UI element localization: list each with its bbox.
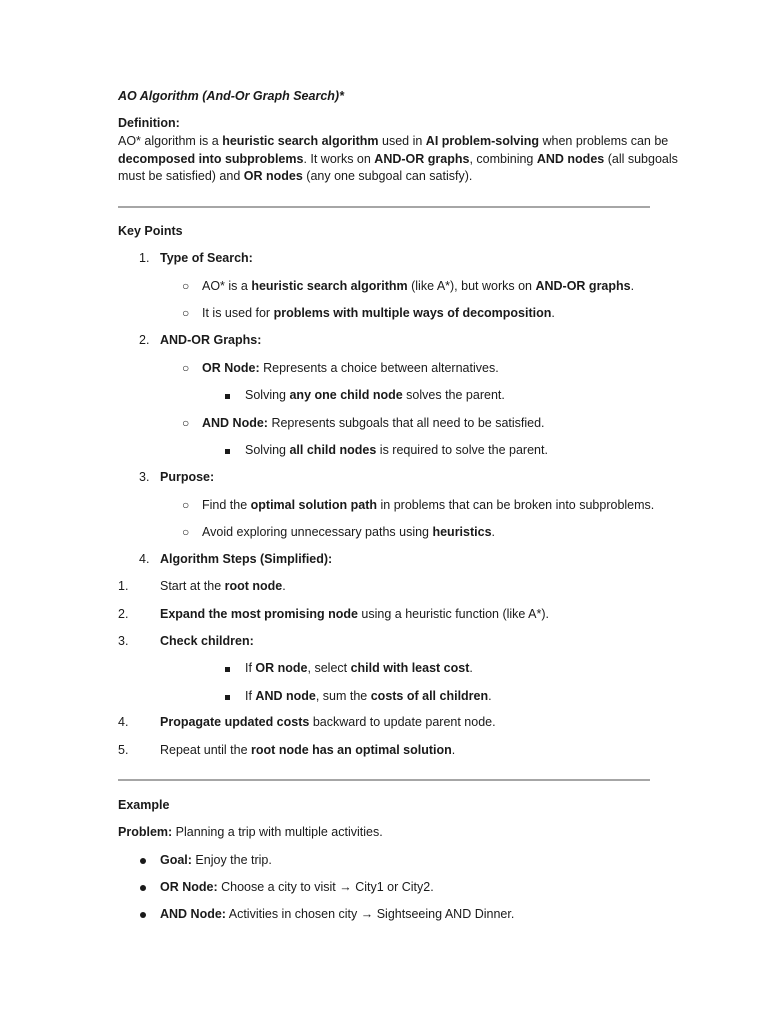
list-item: OR Node: Choose a city to visit → City1 or City2. xyxy=(160,880,434,894)
definition-line-1: AO* algorithm is a heuristic search algorithm used in AI problem-solving when problems can be xyxy=(118,134,669,148)
key-point-and-or-graphs: AND-OR Graphs: xyxy=(160,333,262,347)
list-number: 2. xyxy=(139,333,150,347)
definition-heading: Definition: xyxy=(118,116,180,130)
list-item: AND Node: Activities in chosen city → Sightseeing AND Dinner. xyxy=(160,907,515,921)
square-bullet-icon xyxy=(225,660,230,676)
divider xyxy=(118,206,650,208)
list-item: If AND node, sum the costs of all children. xyxy=(245,689,492,703)
list-number: 3. xyxy=(139,470,150,484)
list-item: If OR node, select child with least cost. xyxy=(245,661,473,675)
step-1: Start at the root node. xyxy=(160,579,286,593)
key-points-heading: Key Points xyxy=(118,224,183,238)
list-item: Solving any one child node solves the parent. xyxy=(245,388,505,402)
square-bullet-icon xyxy=(225,688,230,704)
circle-bullet-icon: ○ xyxy=(182,361,190,375)
step-number: 3. xyxy=(118,634,129,648)
list-item: AO* is a heuristic search algorithm (like A*), but works on AND-OR graphs. xyxy=(202,279,635,293)
definition-line-3: must be satisfied) and OR nodes (any one subgoal can satisfy). xyxy=(118,169,473,183)
circle-bullet-icon: ○ xyxy=(182,416,190,430)
example-problem: Problem: Planning a trip with multiple activities. xyxy=(118,825,383,839)
definition-line-2: decomposed into subproblems. It works on AND-OR graphs, combining AND nodes (all subgoals xyxy=(118,152,678,166)
step-5: Repeat until the root node has an optimal solution. xyxy=(160,743,456,757)
circle-bullet-icon: ○ xyxy=(182,498,190,512)
step-number: 4. xyxy=(118,715,129,729)
key-point-algorithm-steps: Algorithm Steps (Simplified): xyxy=(160,552,333,566)
divider xyxy=(118,779,650,781)
circle-bullet-icon: ○ xyxy=(182,306,190,320)
step-2: Expand the most promising node using a heuristic function (like A*). xyxy=(160,607,550,621)
document-title: AO Algorithm (And-Or Graph Search)* xyxy=(118,89,344,103)
list-number: 4. xyxy=(139,552,150,566)
list-item: OR Node: Represents a choice between alternatives. xyxy=(202,361,499,375)
list-item: Solving all child nodes is required to solve the parent. xyxy=(245,443,548,457)
disc-bullet-icon xyxy=(140,879,146,895)
list-number: 1. xyxy=(139,251,150,265)
step-3: Check children: xyxy=(160,634,254,648)
step-4: Propagate updated costs backward to update parent node. xyxy=(160,715,496,729)
disc-bullet-icon xyxy=(140,852,146,868)
step-number: 5. xyxy=(118,743,129,757)
square-bullet-icon xyxy=(225,442,230,458)
step-number: 2. xyxy=(118,607,129,621)
key-point-type-of-search: Type of Search: xyxy=(160,251,253,265)
list-item: Avoid exploring unnecessary paths using heuristics. xyxy=(202,525,496,539)
list-item: It is used for problems with multiple ways of decomposition. xyxy=(202,306,555,320)
key-point-purpose: Purpose: xyxy=(160,470,215,484)
list-item: Find the optimal solution path in problems that can be broken into subproblems. xyxy=(202,498,655,512)
circle-bullet-icon: ○ xyxy=(182,525,190,539)
disc-bullet-icon xyxy=(140,906,146,922)
circle-bullet-icon: ○ xyxy=(182,279,190,293)
square-bullet-icon xyxy=(225,387,230,403)
example-heading: Example xyxy=(118,798,170,812)
list-item: Goal: Enjoy the trip. xyxy=(160,853,272,867)
list-item: AND Node: Represents subgoals that all need to be satisfied. xyxy=(202,416,545,430)
step-number: 1. xyxy=(118,579,129,593)
